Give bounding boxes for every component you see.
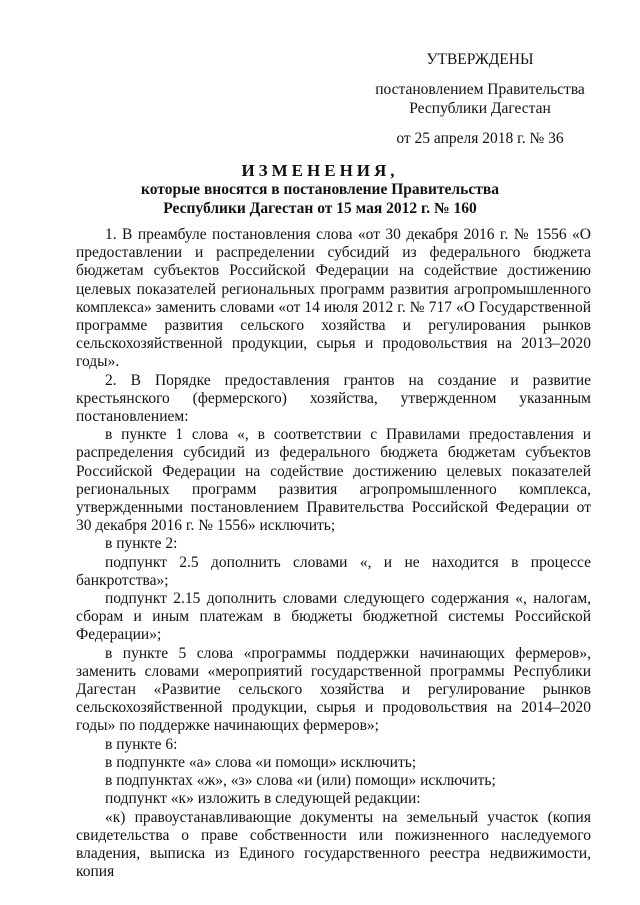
approval-block [340,50,620,148]
paragraph: «к) правоустанавливающие документы на земельный участок (копия свидетельства о праве собственности или пожизненного наследуемого владения, выписка из Единого государственного реестра недвижимости, копия [76,808,591,881]
approval-line: Республики Дагестан [409,100,551,117]
title-subheading: Республики Дагестан от 15 мая 2012 г. № 160 [163,200,477,217]
paragraph: в пункте 5 слова «программы поддержки начинающих фермеров», заменить словами «мероприятий государственной программы Республики Дагестан «Развитие сельского хозяйства и регулирование рынков сельскохозяйственной продукции, сырья и продовольствия на 2014–2020 годы» по поддержке начинающих фермеров»; [76,644,591,735]
approval-line: постановлением Правительства [375,81,585,98]
paragraph: подпункт 2.5 дополнить словами «, и не находится в процессе банкротства»; [76,553,591,589]
document-body [76,226,591,881]
paragraph: подпункт «к» изложить в следующей редакции: [105,790,421,808]
title-subheading: которые вносятся в постановление Правительства [141,181,499,198]
paragraph: 1. В преамбуле постановления слова «от 30 декабря 2016 г. № 1556 «О предоставлении и распределении субсидий из федерального бюджета бюджетам субъектов Российской Федерации на содействие достижению целевых показателей региональных программ развития агропромышленного комплекса» заменить словами «от 14 июля 2012 г. № 717 «О Государственной программе развития сельского хозяйства и регулирования рынков сельскохозяйственной продукции, сырья и продовольствия на 2013–2020 годы». [76,226,591,371]
title-heading: ИЗМЕНЕНИЯ, [241,161,399,180]
paragraph: в пункте 6: [105,735,178,753]
paragraph: в подпункте «а» слова «и помощи» исключить; [105,753,417,771]
paragraph: в пункте 1 слова «, в соответствии с Правилами предоставления и распределения субсидий из федерального бюджета бюджетам субъектов Российской Федерации на содействие достижению целевых показателей региональных программ развития агропромышленного комплекса, утвержденными постановлением Правительства Российской Федерации от 30 декабря 2016 г. № 1556» исключить; [76,426,591,535]
paragraph: в пункте 2: [105,535,178,553]
paragraph: в подпунктах «ж», «з» слова «и (или) помощи» исключить; [105,772,496,790]
approval-title: УТВЕРЖДЕНЫ [426,51,534,68]
paragraph: подпункт 2.15 дополнить словами следующего содержания «, налогам, сборам и иным платежам в бюджеты бюджетной системы Российской Федерации»; [76,590,591,644]
document-title [40,161,600,218]
approval-date: от 25 апреля 2018 г. № 36 [396,130,564,147]
paragraph: 2. В Порядке предоставления грантов на создание и развитие крестьянского (фермерского) хозяйства, утвержденном указанным постановлением: [76,371,591,426]
